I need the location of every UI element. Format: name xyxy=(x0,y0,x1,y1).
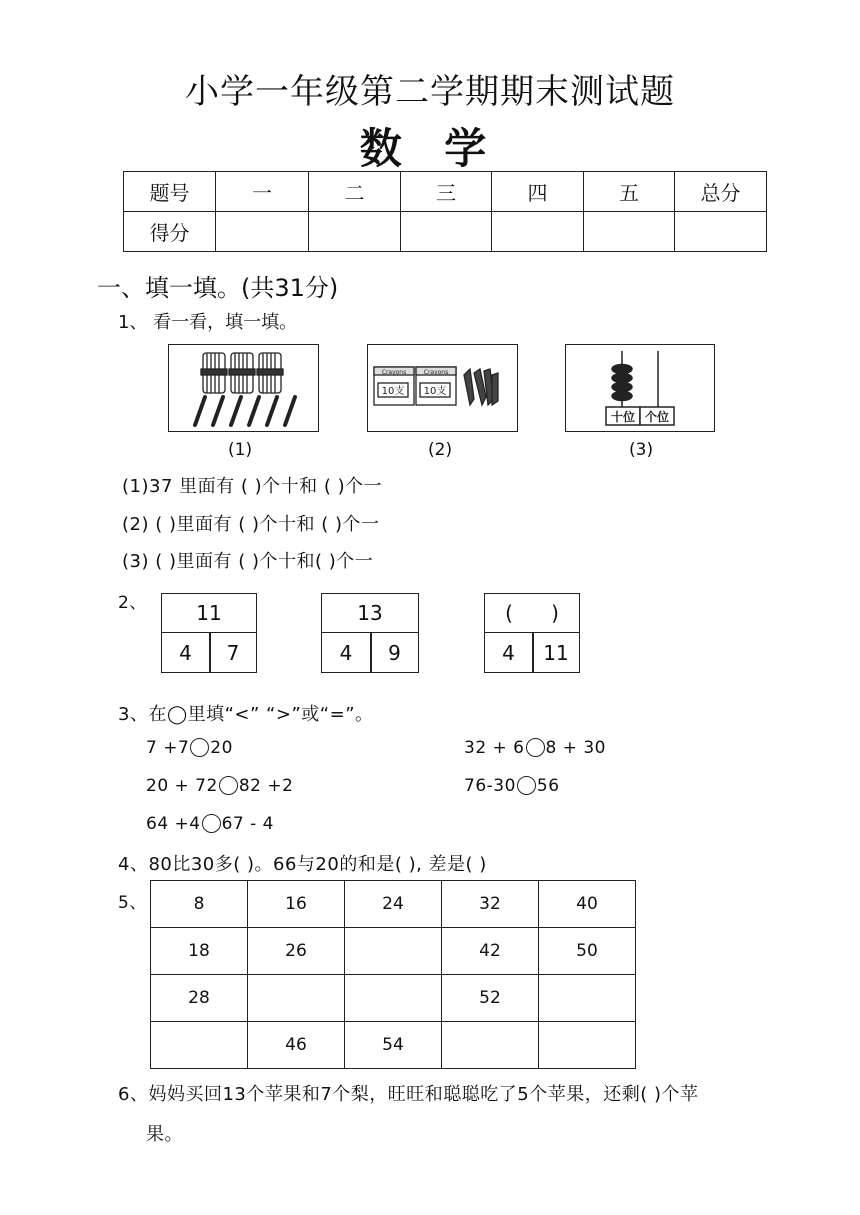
score-row xyxy=(124,212,767,252)
question-1-label: 1、 看一看，填一填。 xyxy=(118,312,298,333)
score-cell[interactable] xyxy=(675,212,767,252)
score-header-cell: 五 xyxy=(584,172,675,212)
compare-circle[interactable] xyxy=(202,814,221,833)
grid-cell: 54 xyxy=(345,1022,442,1069)
number-split-box xyxy=(161,593,257,673)
table-row xyxy=(151,975,636,1022)
grid-cell: 26 xyxy=(248,928,345,975)
grid-cell: 42 xyxy=(442,928,539,975)
score-header-cell: 四 xyxy=(492,172,584,212)
grid-cell: 46 xyxy=(248,1022,345,1069)
number-split-part: 4 xyxy=(502,640,515,665)
score-cell[interactable] xyxy=(216,212,309,252)
grid-cell-blank[interactable] xyxy=(345,928,442,975)
grid-cell: 16 xyxy=(248,881,345,928)
question-5-label: 5、 xyxy=(118,893,147,913)
q1-line-2: (2) ( )里面有 ( )个十和 ( )个一 xyxy=(122,514,380,535)
compare-expression: 76-30 56 xyxy=(464,776,560,796)
pack-label: 10支 xyxy=(381,386,405,397)
score-header-cell: 总分 xyxy=(675,172,767,212)
grid-cell: 32 xyxy=(442,881,539,928)
stick-bundle-1 xyxy=(201,353,227,393)
number-split-box xyxy=(321,593,419,673)
sticks-illustration xyxy=(169,345,318,431)
stick-bundle-2 xyxy=(229,353,255,393)
tens-place-label: 十位 xyxy=(610,410,636,424)
figure-caption: (1) xyxy=(228,440,253,460)
score-table xyxy=(123,171,767,252)
compare-expression: 32 + 6 8 + 30 xyxy=(464,738,606,758)
ones-place-label: 个位 xyxy=(644,410,670,424)
abacus-illustration xyxy=(566,345,714,431)
grid-cell: 24 xyxy=(345,881,442,928)
grid-cell-blank[interactable] xyxy=(539,1022,636,1069)
score-cell[interactable] xyxy=(309,212,401,252)
grid-cell-blank[interactable] xyxy=(151,1022,248,1069)
question-6-line-1: 6、妈妈买回13个苹果和7个梨，旺旺和聪聪吃了5个苹果，还剩( )个苹 xyxy=(118,1084,699,1105)
number-split-part: 11 xyxy=(543,640,569,665)
number-split-total: 11 xyxy=(162,594,256,633)
score-cell[interactable] xyxy=(401,212,492,252)
score-header-cell: 题号 xyxy=(124,172,216,212)
question-4: 4、80比30多( )。66与20的和是( ), 差是( ) xyxy=(118,854,487,875)
number-split-part: 9 xyxy=(388,640,401,665)
question-6-line-2: 果。 xyxy=(146,1124,183,1145)
grid-cell: 8 xyxy=(151,881,248,928)
figure-caption: (2) xyxy=(428,440,453,460)
q1-line-1: (1)37 里面有 ( )个十和 ( )个一 xyxy=(122,476,383,497)
compare-expression: 7 +7 20 xyxy=(146,738,233,758)
brand-text: Crayons xyxy=(381,369,407,376)
figure-caption: (3) xyxy=(629,440,654,460)
brand-text: Crayons xyxy=(423,369,449,376)
score-cell[interactable] xyxy=(492,212,584,252)
score-header-row xyxy=(124,172,767,212)
number-split-part: 4 xyxy=(339,640,353,665)
score-header-cell: 三 xyxy=(401,172,492,212)
compare-circle[interactable] xyxy=(219,776,238,795)
score-cell[interactable] xyxy=(584,212,675,252)
grid-cell: 18 xyxy=(151,928,248,975)
subject-title: 数 学 xyxy=(359,124,501,173)
crayons-illustration xyxy=(368,345,517,431)
number-split-total[interactable]: ( ) xyxy=(485,594,579,633)
number-split-box xyxy=(484,593,580,673)
grid-cell-blank[interactable] xyxy=(539,975,636,1022)
stick-bundle-3 xyxy=(257,353,283,393)
number-split-part: 4 xyxy=(179,640,192,665)
compare-circle[interactable] xyxy=(526,738,545,757)
grid-cell: 50 xyxy=(539,928,636,975)
question-3-label: 3、在◯里填“<” “>”或“=”。 xyxy=(118,704,374,725)
number-split-part: 7 xyxy=(226,640,240,665)
table-row xyxy=(151,928,636,975)
crayons-figure xyxy=(367,344,518,432)
grid-cell: 28 xyxy=(151,975,248,1022)
number-split-total: 13 xyxy=(322,594,418,633)
compare-expression: 20 + 72 82 +2 xyxy=(146,776,294,796)
q1-line-3: (3) ( )里面有 ( )个十和( )个一 xyxy=(122,551,374,572)
number-pattern-table xyxy=(150,880,636,1069)
grid-cell: 40 xyxy=(539,881,636,928)
grid-cell-blank[interactable] xyxy=(345,975,442,1022)
table-row xyxy=(151,881,636,928)
page-title: 小学一年级第二学期期末测试题 xyxy=(185,72,675,112)
pack-label: 10支 xyxy=(423,386,447,397)
grid-cell: 52 xyxy=(442,975,539,1022)
score-header-cell: 二 xyxy=(309,172,401,212)
table-row xyxy=(151,1022,636,1069)
sticks-figure xyxy=(168,344,319,432)
score-row-label: 得分 xyxy=(124,212,216,252)
compare-expression: 64 +4 67 - 4 xyxy=(146,814,274,834)
section-heading: 一、填一填。(共31分) xyxy=(97,274,339,302)
compare-circle[interactable] xyxy=(190,738,209,757)
grid-cell-blank[interactable] xyxy=(442,1022,539,1069)
compare-circle[interactable] xyxy=(517,776,536,795)
abacus-figure xyxy=(565,344,715,432)
grid-cell-blank[interactable] xyxy=(248,975,345,1022)
question-2-label: 2、 xyxy=(118,593,147,613)
score-header-cell: 一 xyxy=(216,172,309,212)
